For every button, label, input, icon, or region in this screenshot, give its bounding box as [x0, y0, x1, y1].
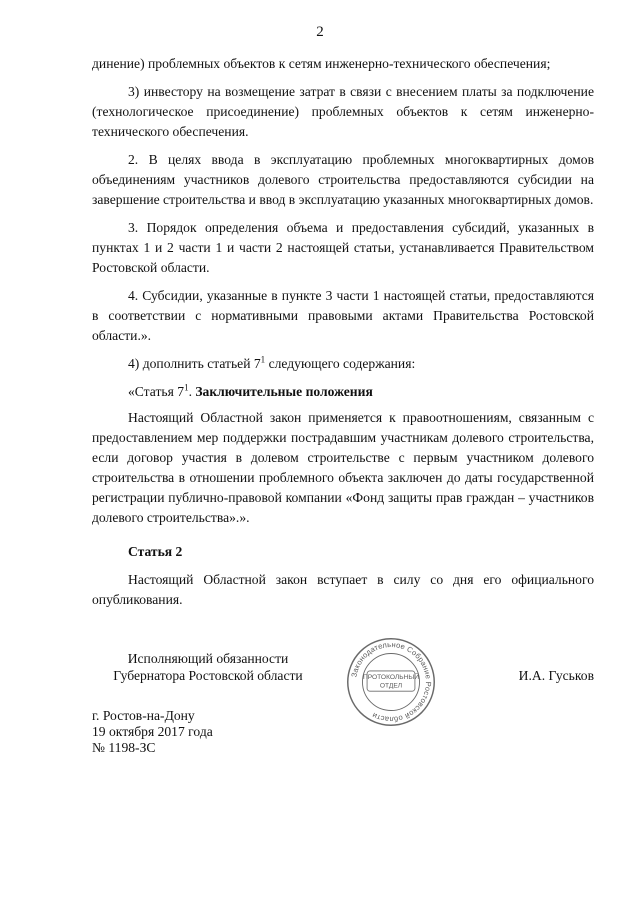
paragraph-part-2: 2. В целях ввода в эксплуатацию проблемных многоквартирных домов объединениям участников долевого строительства предоставляются субсидии на завершение строительства и ввод в эксплуатацию указанных многоквартирных домов.: [92, 152, 594, 207]
article-heading-superscript: 1: [184, 382, 189, 393]
article-heading-prefix: «Статья 7: [128, 384, 185, 399]
paragraph-part-4: 4. Субсидии, указанные в пункте 3 части 1 настоящей статьи, предоставляются в соответствии с нормативными правовыми актами Правительства Ростовской области.».: [92, 288, 594, 343]
paragraph-item-3: 3) инвестору на возмещение затрат в связи с внесением платы за подключение (технологическое присоединение) проблемных объектов к сетям инженерно-технического обеспечения.: [92, 84, 594, 139]
paragraph-entry-into-force: Настоящий Областной закон вступает в силу со дня его официального опубликования.: [92, 572, 594, 607]
page-number: 2: [316, 24, 324, 40]
signing-date: 19 октября 2017 года: [92, 724, 213, 739]
place-date-block: [92, 708, 213, 756]
amendment-text-end: следующего содержания:: [265, 356, 416, 371]
article-heading-title: Заключительные положения: [195, 384, 373, 399]
paragraph-final-provisions: Настоящий Областной закон применяется к правоотношениям, связанным с предоставлением мер поддержки пострадавшим участникам долевого строительства, если договор участия в долевом строительстве с первым участником долевого строительства в отношении проблемного объекта заключен до даты государственной регистрации публично-правовой компании «Фонд защиты прав граждан – участников долевого строительства».».: [92, 410, 594, 525]
signatory-title-line-1: Исполняющий обязанности: [127, 651, 289, 666]
amendment-superscript: 1: [260, 354, 266, 365]
stamp-center-line-2: ОТДЕЛ: [379, 682, 403, 690]
signatory-title: [92, 650, 324, 684]
signatory-name: И.А. Гуськов: [518, 668, 594, 683]
paragraph-amendment-4: [92, 354, 594, 374]
city: г. Ростов-на-Дону: [92, 708, 195, 723]
article-7-1-heading: «Статья $7^1$. Заключительные положения: [128, 382, 373, 399]
stamp-ring-text: Законодательное Собрание Ростовской области: [349, 639, 434, 724]
law-number: № 1198-ЗС: [92, 740, 156, 755]
official-stamp: [345, 636, 437, 728]
paragraph-continuation: динение) проблемных объектов к сетям инженерно-технического обеспечения;: [92, 56, 551, 71]
document-body: [92, 54, 594, 618]
amendment-text-start: 4) дополнить статьей 7: [128, 356, 261, 371]
signatory-title-line-2: Губернатора Ростовской области: [113, 668, 303, 683]
article-2-heading: Статья 2: [128, 544, 183, 559]
stamp-center-line-1: ПРОТОКОЛЬНЫЙ: [363, 674, 419, 682]
paragraph-part-3: 3. Порядок определения объема и предоставления субсидий, указанных в пунктах 1 и 2 части 1 и части 2 настоящей статьи, устанавливается Правительством Ростовской области.: [92, 220, 594, 275]
